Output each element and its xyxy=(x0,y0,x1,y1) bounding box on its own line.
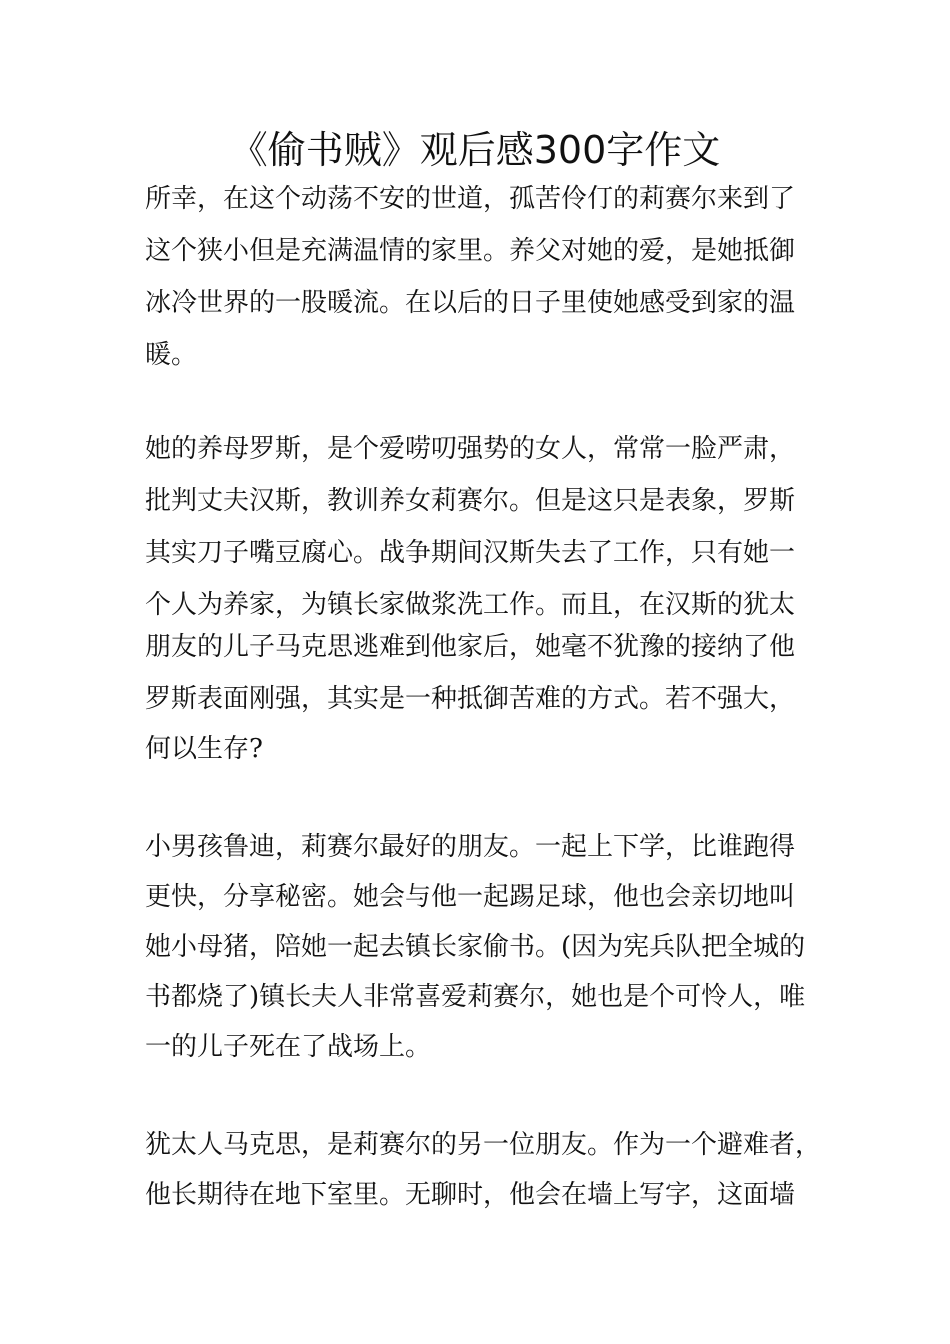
text-line: 更快，分享秘密。她会与他一起踢足球，他也会亲切地叫 xyxy=(145,882,796,912)
text-line: 一的儿子死在了战场上。 xyxy=(145,1032,432,1062)
text-line: 书都烧了)镇长夫人非常喜爱莉赛尔，她也是个可怜人，唯 xyxy=(145,982,806,1012)
text-line: 他长期待在地下室里。无聊时，他会在墙上写字，这面墙 xyxy=(145,1180,796,1210)
text-line: 朋友的儿子马克思逃难到他家后，她毫不犹豫的接纳了他 xyxy=(145,632,796,662)
text-line: 暖。 xyxy=(145,340,198,370)
text-line: 批判丈夫汉斯，教训养女莉赛尔。但是这只是表象，罗斯 xyxy=(145,486,796,516)
text-line: 她小母猪，陪她一起去镇长家偷书。(因为宪兵队把全城的 xyxy=(145,932,806,962)
text-line: 这个狭小但是充满温情的家里。养父对她的爱，是她抵御 xyxy=(145,236,796,266)
text-line: 冰冷世界的一股暖流。在以后的日子里使她感受到家的温 xyxy=(145,288,796,318)
text-line: 她的养母罗斯，是个爱唠叨强势的女人，常常一脸严肃， xyxy=(145,434,796,464)
text-line: 所幸，在这个动荡不安的世道，孤苦伶仃的莉赛尔来到了 xyxy=(145,184,796,214)
text-line: 何以生存? xyxy=(145,734,263,764)
text-line: 其实刀子嘴豆腐心。战争期间汉斯失去了工作，只有她一 xyxy=(145,538,796,568)
text-line: 罗斯表面刚强，其实是一种抵御苦难的方式。若不强大， xyxy=(145,684,796,714)
text-line: 个人为养家，为镇长家做浆洗工作。而且，在汉斯的犹太 xyxy=(145,590,796,620)
text-line: 犹太人马克思，是莉赛尔的另一位朋友。作为一个避难者， xyxy=(145,1130,822,1160)
text-line: 小男孩鲁迪，莉赛尔最好的朋友。一起上下学，比谁跑得 xyxy=(145,832,796,862)
page-title: 《偷书贼》观后感300字作文 xyxy=(229,128,721,172)
